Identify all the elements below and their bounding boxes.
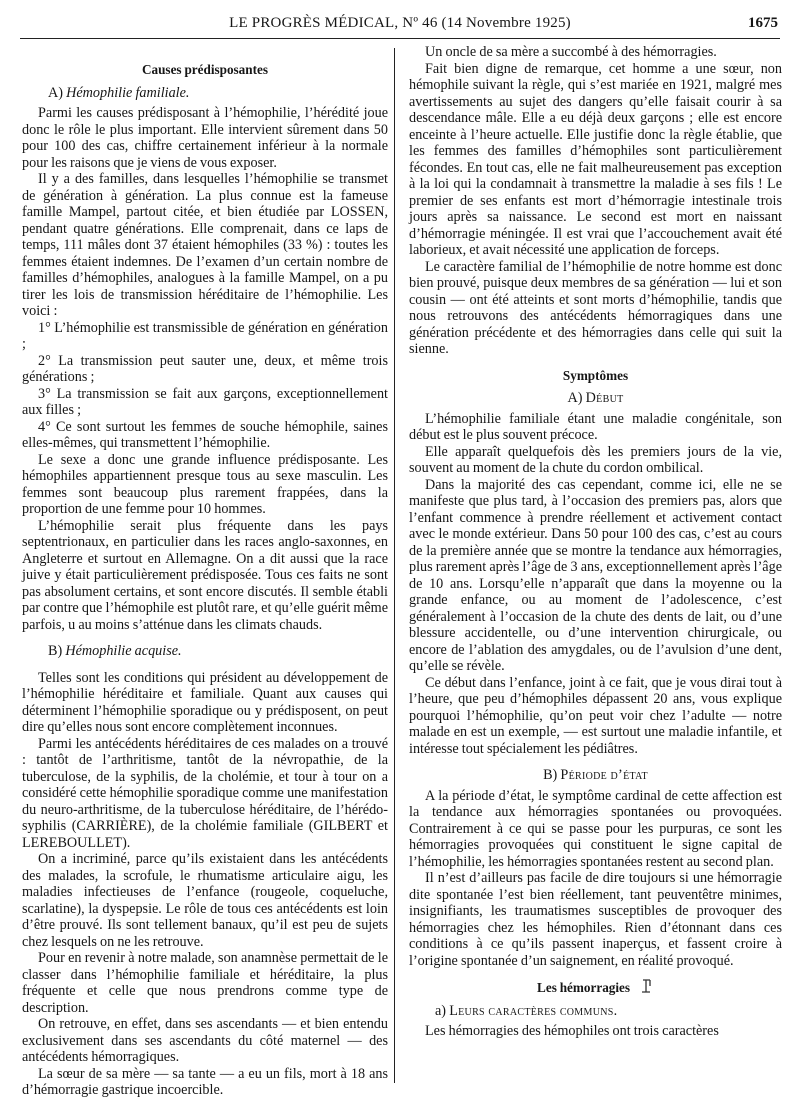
paragraph: Parmi les antécédents héréditaires de ces malades on a trouvé : tantôt de l’arthritisme, tantôt de la névropathie, de la tuberculose, de la syphilis, de la cholémie, et tour à tour on a considéré cette hémophilie sporadique comme une manifestation du neuro-arthritisme, de la tuberculose héréditaire, de l’hérédo-syphilis (CARRIÈRE), de la cholémie familiale (GILBERT et LEREBOULLET). xyxy=(22,735,388,851)
subheading-text: Période d’état xyxy=(560,767,648,783)
subheading-hemophilie-familiale xyxy=(22,85,388,102)
spacer xyxy=(22,633,388,641)
section-heading-hemorragies xyxy=(409,979,782,997)
running-header xyxy=(20,10,780,39)
heading-text: Les hémorragies xyxy=(537,980,631,995)
spacer xyxy=(409,757,782,763)
subheading-hemophilie-acquise xyxy=(22,643,388,660)
section-heading-causes: Causes prédisposantes xyxy=(141,62,268,77)
list-item: 2° La transmission peut sauter une, deux, et même trois générations ; xyxy=(22,352,388,385)
subheading-debut xyxy=(409,390,782,407)
subheading-letter: B) xyxy=(48,643,63,659)
paragraph: Fait bien digne de remarque, cet homme a une sœur, non hémophile suivant la règle, qui s’est mariée en 1921, malgré mes avertissements au sujet des dangers qu’elle faisait courir à sa descendance mâle. Elle a eu déjà deux garçons ; elle est encore enceinte à l’heure actuelle. Elle justifie donc la règle établie, que les femmes des familles d’hémophiles sont particulièrement fécondes. En tout cas, elle ne fait malheureusement pas exception à la loi qui la condamnait à transmettre la maladie à ses fils ! Le premier de ses enfants est mort d’hémorragie intestinale trois jours après sa naissance. Le second est mort en naissant d’hémorragie méningée. Il est vrai que l’accouchement avait été laborieux, et avait nécessité une application de forceps. xyxy=(409,60,782,258)
column-divider xyxy=(394,48,395,1083)
paragraph: Il n’est d’ailleurs pas facile de dire toujours si une hémorragie dite spontanée l’est bien réellement, tant peuventêtre minimes, insignifiants, les traumatismes susceptibles de provoquer des hémorragies chez les hémophiles. Rien d’étonnant dans ces conditions à ce qu’ils passent inaperçus, et fassent croire à l’origine spontanée d’un saignement, en réalité provoqué. xyxy=(409,870,782,969)
paragraph: Telles sont les conditions qui président au développement de l’hémophilie héréditaire et familiale. Quant aux causes qui déterminent l’hémophilie sporadique ou y prédisposent, on peut dire qu’elles nous sont encore complètement inconnues. xyxy=(22,669,388,735)
paragraph: L’hémophilie serait plus fréquente dans les pays septentrionaux, en particulier dans les races anglo-saxonnes, en Angleterre et surtout en Allemagne. On a dit aussi que la race juive y était particulièrement prédisposée. Tous ces faits ne sont pas absolument certains, et sont encore discutés. Il semble établi par contre que l’hémophile est plutôt rare, et qu’elle guérit même parfois, u au moins s’atténue dans les climats chauds. xyxy=(22,517,388,633)
section-heading-symptomes: Symptômes xyxy=(562,367,629,383)
paragraph: Le caractère familial de l’hémophilie de notre homme est donc bien prouvé, puisque deux membres de sa génération — lui et son cousin — ont été atteints et sont morts d’hémophilie, tandis que nous retrouvons des antécédents hémorragiques dans une génération précédente et des hémorragies dans celle qui suit la sienne. xyxy=(409,258,782,357)
paragraph: Pour en revenir à notre malade, son anamnèse permettait de le classer dans l’hémophilie familiale et héréditaire, la plus fréquente et celle que nous prendrons comme type de description. xyxy=(22,950,388,1016)
paragraph: Un oncle de sa mère a succombé à des hémorragies. xyxy=(425,44,717,60)
paragraph: A la période d’état, le symptôme cardinal de cette affection est la tendance aux hémorragies spontanées ou provoquées. Contrairement à ce qui se passe pour les purpuras, ce sont les hémorragies provoquées qui constituent le signe capital de l’hémophilie, les hémorragies spontanées restent au second plan. xyxy=(409,787,782,870)
subheading-text: Hémophilie acquise. xyxy=(65,643,182,659)
list-item: 3° La transmission se fait aux garçons, exceptionnellement aux filles ; xyxy=(22,385,388,418)
subheading-letter: B) xyxy=(543,767,558,783)
subheading-caracteres-communs xyxy=(409,1003,782,1020)
paragraph: Elle apparaît quelquefois dès les premiers jours de la vie, souvent au moment de la chute du cordon ombilical. xyxy=(409,443,782,476)
subheading-periode-etat xyxy=(409,767,782,784)
paragraph: On a incriminé, parce qu’ils existaient dans les antécédents des malades, la scrofule, le rhumatisme articulaire aigu, les maladies infectieuses de l’enfance (rougeole, coqueluche, scarlatine), la dyspepsie. Le rôle de tous ces antécédents est loin d’être prouvé. Ils sont tellement banaux, qu’il est peu de sujets chez lesquels on ne les retrouve. xyxy=(22,851,388,950)
subheading-letter: A) xyxy=(567,390,583,406)
page-number: 1675 xyxy=(748,15,778,31)
subheading-letter: A) xyxy=(48,84,63,101)
paragraph: Ce début dans l’enfance, joint à ce fait, que je vous dirai tout à l’heure, que peu d’hémophiles dépassent 20 ans, vous explique pourquoi l’hémophilie, qu’on peut voir chez l’adulte — notre malade en est un exemple, — est surtout une maladie infantile, et intéresse tout spécialement les pédiâtres. xyxy=(409,674,782,757)
paragraph: Dans la majorité des cas cependant, comme ici, elle ne se manifeste que plus tard, à l’occasion des premiers pas, alors que l’enfant commence à prendre réellement et activement contact avec le monde extérieur. Dans 50 pour 100 des cas, c’est au cours de la première année que se montre la tendance aux hémorragies, plus rarement après l’âge de 3 ans, exceptionnellement après l’âge de 10 ans. Lorsqu’elle n’apparaît que dans la moyenne ou la grande enfance, ou au moment de l’adolescence, c’est généralement à l’occasion de la chute des dents de lait, ou d’une blessure accidentelle, ou d’une intervention chirurgicale, ou encore de l’ablation des amygdales, ou de l’avulsion d’une dent, qu’elle se révèle. xyxy=(409,476,782,674)
subheading-letter: a) xyxy=(435,1002,447,1019)
left-column xyxy=(22,52,388,1099)
subheading-text: Début xyxy=(585,390,624,406)
subheading-text: Hémophilie familiale. xyxy=(66,84,190,101)
list-item: 1° L’hémophilie est transmissible de génération en génération ; xyxy=(22,319,388,352)
paragraph: Le sexe a donc une grande influence prédisposante. Les hémophiles appartiennent presque tous au sexe masculin. Les femmes sont beaucoup plus rarement frappées, dans la proportion de une femme pour 10 hommes. xyxy=(22,451,388,517)
list-item: 4° Ce sont surtout les femmes de souche hémophile, saines elles-mêmes, qui transmettent l’hémophilie. xyxy=(22,418,388,451)
right-column xyxy=(409,44,782,1040)
paragraph: On retrouve, en effet, dans ses ascendants — et bien entendu exclusivement dans ses ascendants du côté maternel — des antécédents hémorragiques. xyxy=(22,1016,388,1065)
paragraph: L’hémophilie familiale étant une maladie congénitale, son début est le plus souvent précoce. xyxy=(409,410,782,443)
paragraph: Parmi les causes prédisposant à l’hémophilie, l’hérédité joue donc le rôle le plus important. Elle intervient sûrement dans 50 pour 100 des cas, chiffre certainement inférieur à la normale pour les raisons que je viens de vous exposer. xyxy=(22,105,388,171)
paragraph: La sœur de sa mère — sa tante — a eu un fils, mort à 18 ans d’hémorragie gastrique incoercible. xyxy=(22,1065,388,1098)
paragraph: Il y a des familles, dans lesquelles l’hémophilie se transmet de génération à génération. La plus connue est la fameuse famille Mampel, partout citée, et bien étudiée par LOSSEN, pendant quatre générations. Elle comprenait, dans ce laps de temps, 111 mâles dont 37 étaient hémophiles (33 %) : toutes les femmes étaient indemnes. De l’examen d’un certain nombre de familles d’hémophiles, analogues à la famille Mampel, on a pu tirer les lois de transmission héréditaire de l’hémophilie. Les voici : xyxy=(22,171,388,319)
journal-title: LE PROGRÈS MÉDICAL, Nº 46 (14 Novembre 1925) xyxy=(229,15,571,31)
bracket-mark-icon xyxy=(639,979,654,994)
subheading-text: Leurs caractères communs. xyxy=(449,1002,618,1019)
paragraph: Les hémorragies des hémophiles ont trois caractères xyxy=(425,1023,719,1039)
